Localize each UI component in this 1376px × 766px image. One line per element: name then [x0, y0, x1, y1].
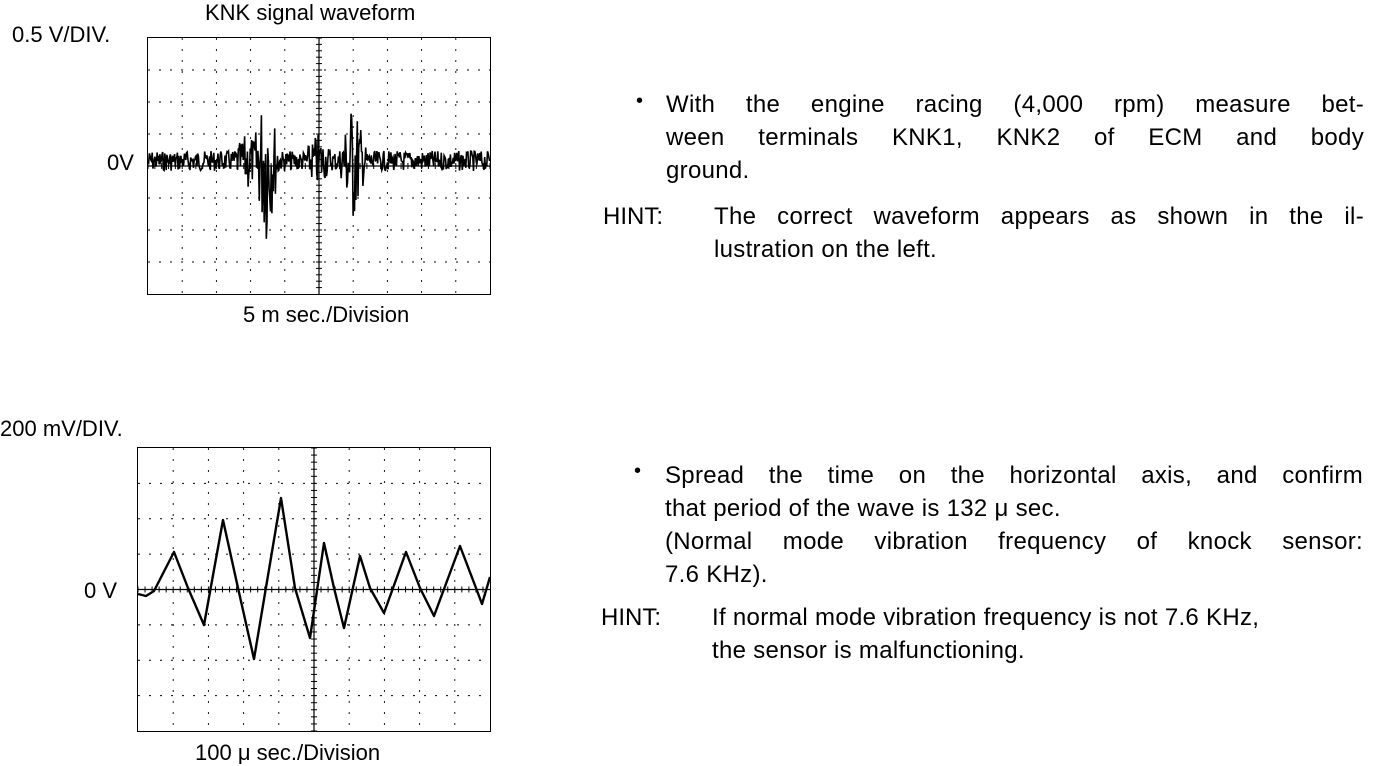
section1-line: With the engine racing (4,000 rpm) measure bet-: [666, 91, 1364, 118]
figure1-zero-label: 0V: [107, 150, 134, 175]
section2-hint: [712, 601, 1362, 667]
section1-bullet: •: [636, 90, 644, 112]
section2-hint-line: the sensor is malfunctioning.: [712, 637, 1025, 664]
section1-hint: [714, 200, 1364, 266]
section1-hint-label: HINT:: [603, 203, 663, 230]
section2-paragraph: [665, 459, 1363, 591]
figure1-title: KNK signal waveform: [205, 0, 416, 25]
section1-hint-line: The correct waveform appears as shown in the il-: [714, 203, 1364, 230]
section1-line: ween terminals KNK1, KNK2 of ECM and body: [666, 124, 1364, 151]
section2-bullet: •: [634, 460, 642, 482]
scope-grid: [138, 448, 490, 731]
section2-line: Spread the time on the horizontal axis, and confirm: [665, 462, 1363, 489]
figure1-waveform: [148, 38, 490, 294]
section2-hint-label: HINT:: [601, 604, 661, 631]
section2-line: that period of the wave is 132 μ sec.: [665, 495, 1061, 522]
figure2-waveform: [138, 448, 490, 731]
section1-line: ground.: [666, 157, 750, 184]
figure2-scope: [137, 447, 491, 732]
figure1-tdiv-label: 5 m sec./Division: [243, 302, 410, 327]
section1-paragraph: [666, 88, 1364, 187]
figure2-vdiv-label: 200 mV/DIV.: [0, 416, 123, 441]
figure1-scope: [147, 37, 491, 295]
section2-line: 7.6 KHz).: [665, 561, 768, 588]
figure2-tdiv-label: 100 μ sec./Division: [195, 740, 381, 765]
section2-line: (Normal mode vibration frequency of knock sensor:: [665, 528, 1363, 555]
section1-hint-line: lustration on the left.: [714, 236, 938, 263]
section2-hint-line: If normal mode vibration frequency is not 7.6 KHz,: [712, 604, 1260, 631]
figure1-vdiv-label: 0.5 V/DIV.: [12, 22, 111, 47]
figure2-zero-label: 0 V: [84, 578, 118, 603]
